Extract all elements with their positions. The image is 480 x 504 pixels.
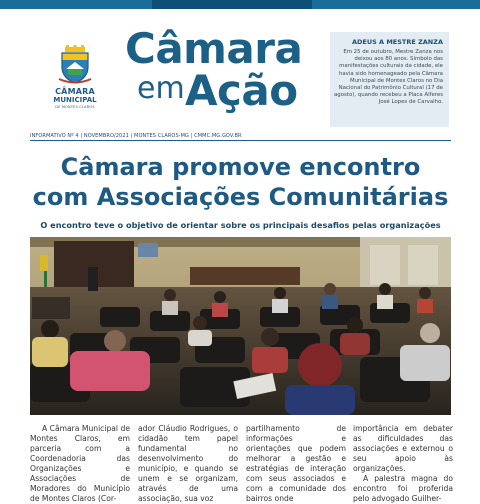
meeting-photo [30, 237, 451, 415]
masthead-word-camara: Câmara [125, 24, 303, 73]
masthead-word-em: em [137, 71, 185, 106]
coat-of-arms-icon [58, 45, 92, 85]
article-column-3: partilhamento de informações e orientações que podem melhorar a gestão e estratégias de interação com seus associados e com a comunidade dos bairros onde [246, 424, 346, 503]
issue-info-line: INFORMATIVO Nº 4 | NOVEMBRO/2021 | MONTES CLAROS-MG | CMMC.MG.GOV.BR [30, 133, 242, 139]
article-column-1: A Câmara Municipal de Montes Claros, em parceria com a Coordenadoria das Organizações e Associações de Moradores do Município de Montes Claros (Cor- [30, 424, 130, 503]
masthead-word-acao: Ação [185, 66, 298, 115]
camara-logo [50, 45, 100, 109]
news-sidebox [330, 32, 449, 127]
logo-name-line1: CÂMARA [55, 87, 95, 96]
article-column-4-paragraph-2: A palestra magna do encontro foi proferida pelo advogado Guilher- [353, 474, 453, 503]
header-divider [30, 140, 451, 141]
subheadline: O encontro teve o objetivo de orientar sobre os principais desafios pelas organizações [40, 220, 441, 230]
headline-line2: com Associações Comunitárias [32, 183, 449, 211]
headline-line1: Câmara promove encontro [60, 153, 421, 181]
sidebox-body: Em 25 de outubro, Mestre Zanza nos deixou aos 80 anos. Símbolo das manifestações culturais da cidade, ele havia sido homenageado pela Câmara Municipal de Montes Claros no Dia Nacional do Patrimônio Cultural (17 de agosto), quando recebeu a Placa Alferes José Lopes de Carvalho. [334, 49, 443, 106]
article-column-2: ador Cláudio Rodrigues, o cidadão tem papel fundamental no desenvolvimento do município, e quando se unem e se organizam, através de uma associação, sua voz [138, 424, 238, 503]
logo-name-line3: DE MONTES CLAROS [55, 105, 95, 109]
article-column-4-paragraph-1: importância em debater as dificuldades das associações e externou o seu apoio às organizações. [353, 424, 453, 473]
sidebox-title: ADEUS A MESTRE ZANZA [351, 38, 443, 46]
logo-name-line2: MUNICIPAL [53, 96, 97, 104]
top-color-bar-accent [152, 0, 312, 9]
article-column-4 [353, 424, 453, 503]
